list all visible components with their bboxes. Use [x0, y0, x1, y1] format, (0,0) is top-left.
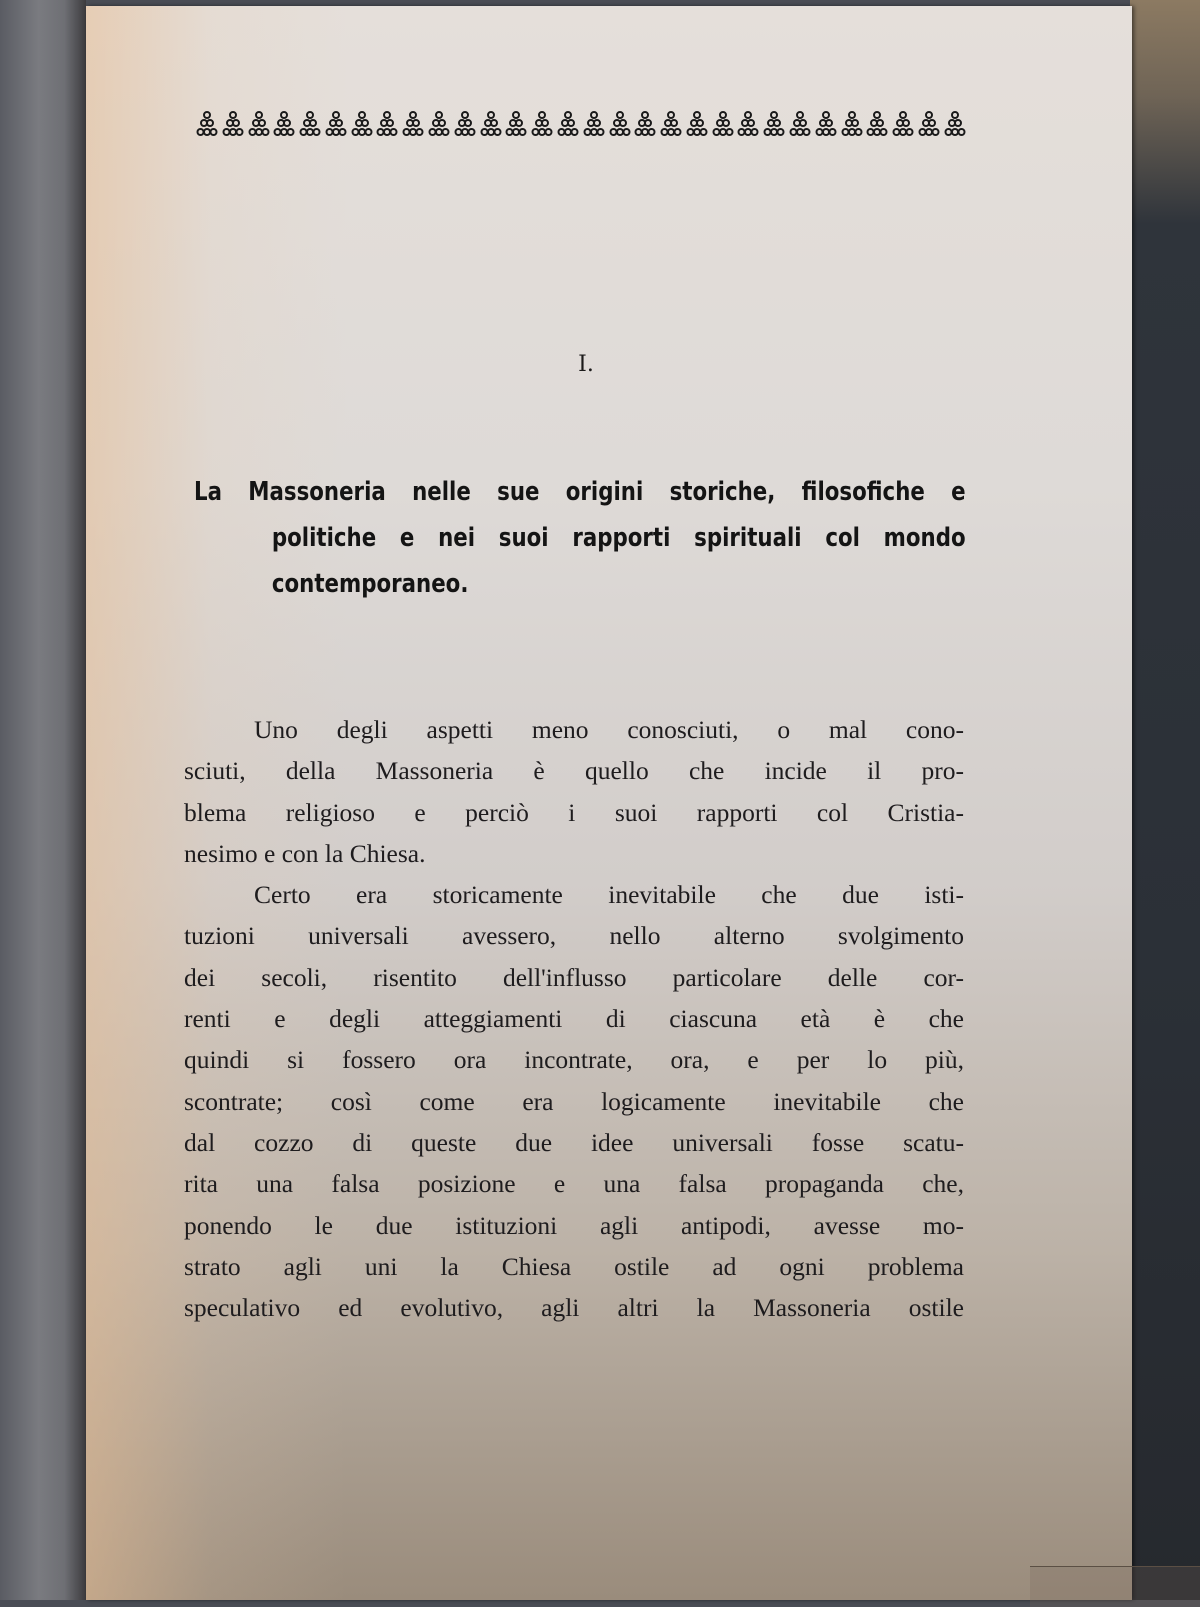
ornament-icon	[841, 110, 863, 140]
body-text	[184, 709, 964, 1328]
text-line: strato agli uni la Chiesa ostile ad ogni problema	[184, 1251, 964, 1281]
background-surface	[1130, 0, 1200, 1600]
ornament-icon	[402, 110, 424, 140]
text-line: blema religioso e perciò i suoi rapporti col Cristia-	[184, 797, 964, 827]
text-line: renti e degli atteggiamenti di ciascuna età è che	[184, 1004, 964, 1034]
ornament-icon	[789, 110, 811, 140]
heading-line: politiche e nei suoi rapporti spirituali col mondo	[271, 523, 966, 553]
ornament-icon	[454, 110, 476, 140]
text-line: nesimo e con la Chiesa.	[184, 838, 426, 868]
text-line: scontrate; così come era logicamente inevitabile che	[184, 1086, 964, 1116]
text-line: Uno degli aspetti meno conosciuti, o mal cono-	[254, 715, 964, 744]
ornament-icon	[531, 110, 553, 140]
book-cover-left	[0, 0, 86, 1600]
ornament-icon	[892, 110, 914, 140]
ornament-icon	[737, 110, 759, 140]
text-line: quindi si fossero ora incontrate, ora, e per lo più,	[184, 1045, 964, 1075]
text-line: dei secoli, risentito dell'influsso particolare delle cor-	[184, 962, 964, 992]
book-page	[86, 6, 1132, 1600]
chapter-heading	[194, 469, 966, 607]
ornament-icon	[325, 110, 347, 140]
ornament-icon	[222, 110, 244, 140]
ornament-icon	[248, 110, 270, 140]
ornament-icon	[686, 110, 708, 140]
ornament-icon	[583, 110, 605, 140]
ornament-icon	[712, 110, 734, 140]
ornament-icon	[815, 110, 837, 140]
ornament-icon	[557, 110, 579, 140]
text-line: rita una falsa posizione e una falsa propaganda che,	[184, 1169, 964, 1199]
ornament-icon	[918, 110, 940, 140]
ornamental-border	[196, 104, 966, 140]
ornament-icon	[763, 110, 785, 140]
ornament-icon	[944, 110, 966, 140]
chapter-number: I.	[578, 352, 594, 377]
text-line: tuzioni universali avessero, nello alterno svolgimento	[184, 921, 964, 951]
ornament-icon	[196, 110, 218, 140]
heading-line: La Massoneria nelle sue origini storiche, filosofiche e	[194, 477, 966, 507]
ornament-icon	[660, 110, 682, 140]
ornament-icon	[634, 110, 656, 140]
ornament-icon	[351, 110, 373, 140]
ornament-icon	[609, 110, 631, 140]
text-line: dal cozzo di queste due idee universali fosse scatu-	[184, 1127, 964, 1157]
text-line: sciuti, della Massoneria è quello che incide il pro-	[184, 756, 964, 786]
text-line: ponendo le due istituzioni agli antipodi, avesse mo-	[184, 1210, 964, 1240]
text-line: Certo era storicamente inevitabile che due isti-	[254, 880, 964, 910]
ornament-icon	[480, 110, 502, 140]
ornament-icon	[273, 110, 295, 140]
ornament-icon	[299, 110, 321, 140]
ornament-icon	[505, 110, 527, 140]
text-line: speculativo ed evolutivo, agli altri la Massoneria ostile	[184, 1293, 964, 1323]
torn-page-corner	[1030, 1566, 1200, 1607]
ornament-icon	[376, 110, 398, 140]
ornament-icon	[428, 110, 450, 140]
heading-line: contemporaneo.	[271, 569, 469, 599]
ornament-icon	[866, 110, 888, 140]
